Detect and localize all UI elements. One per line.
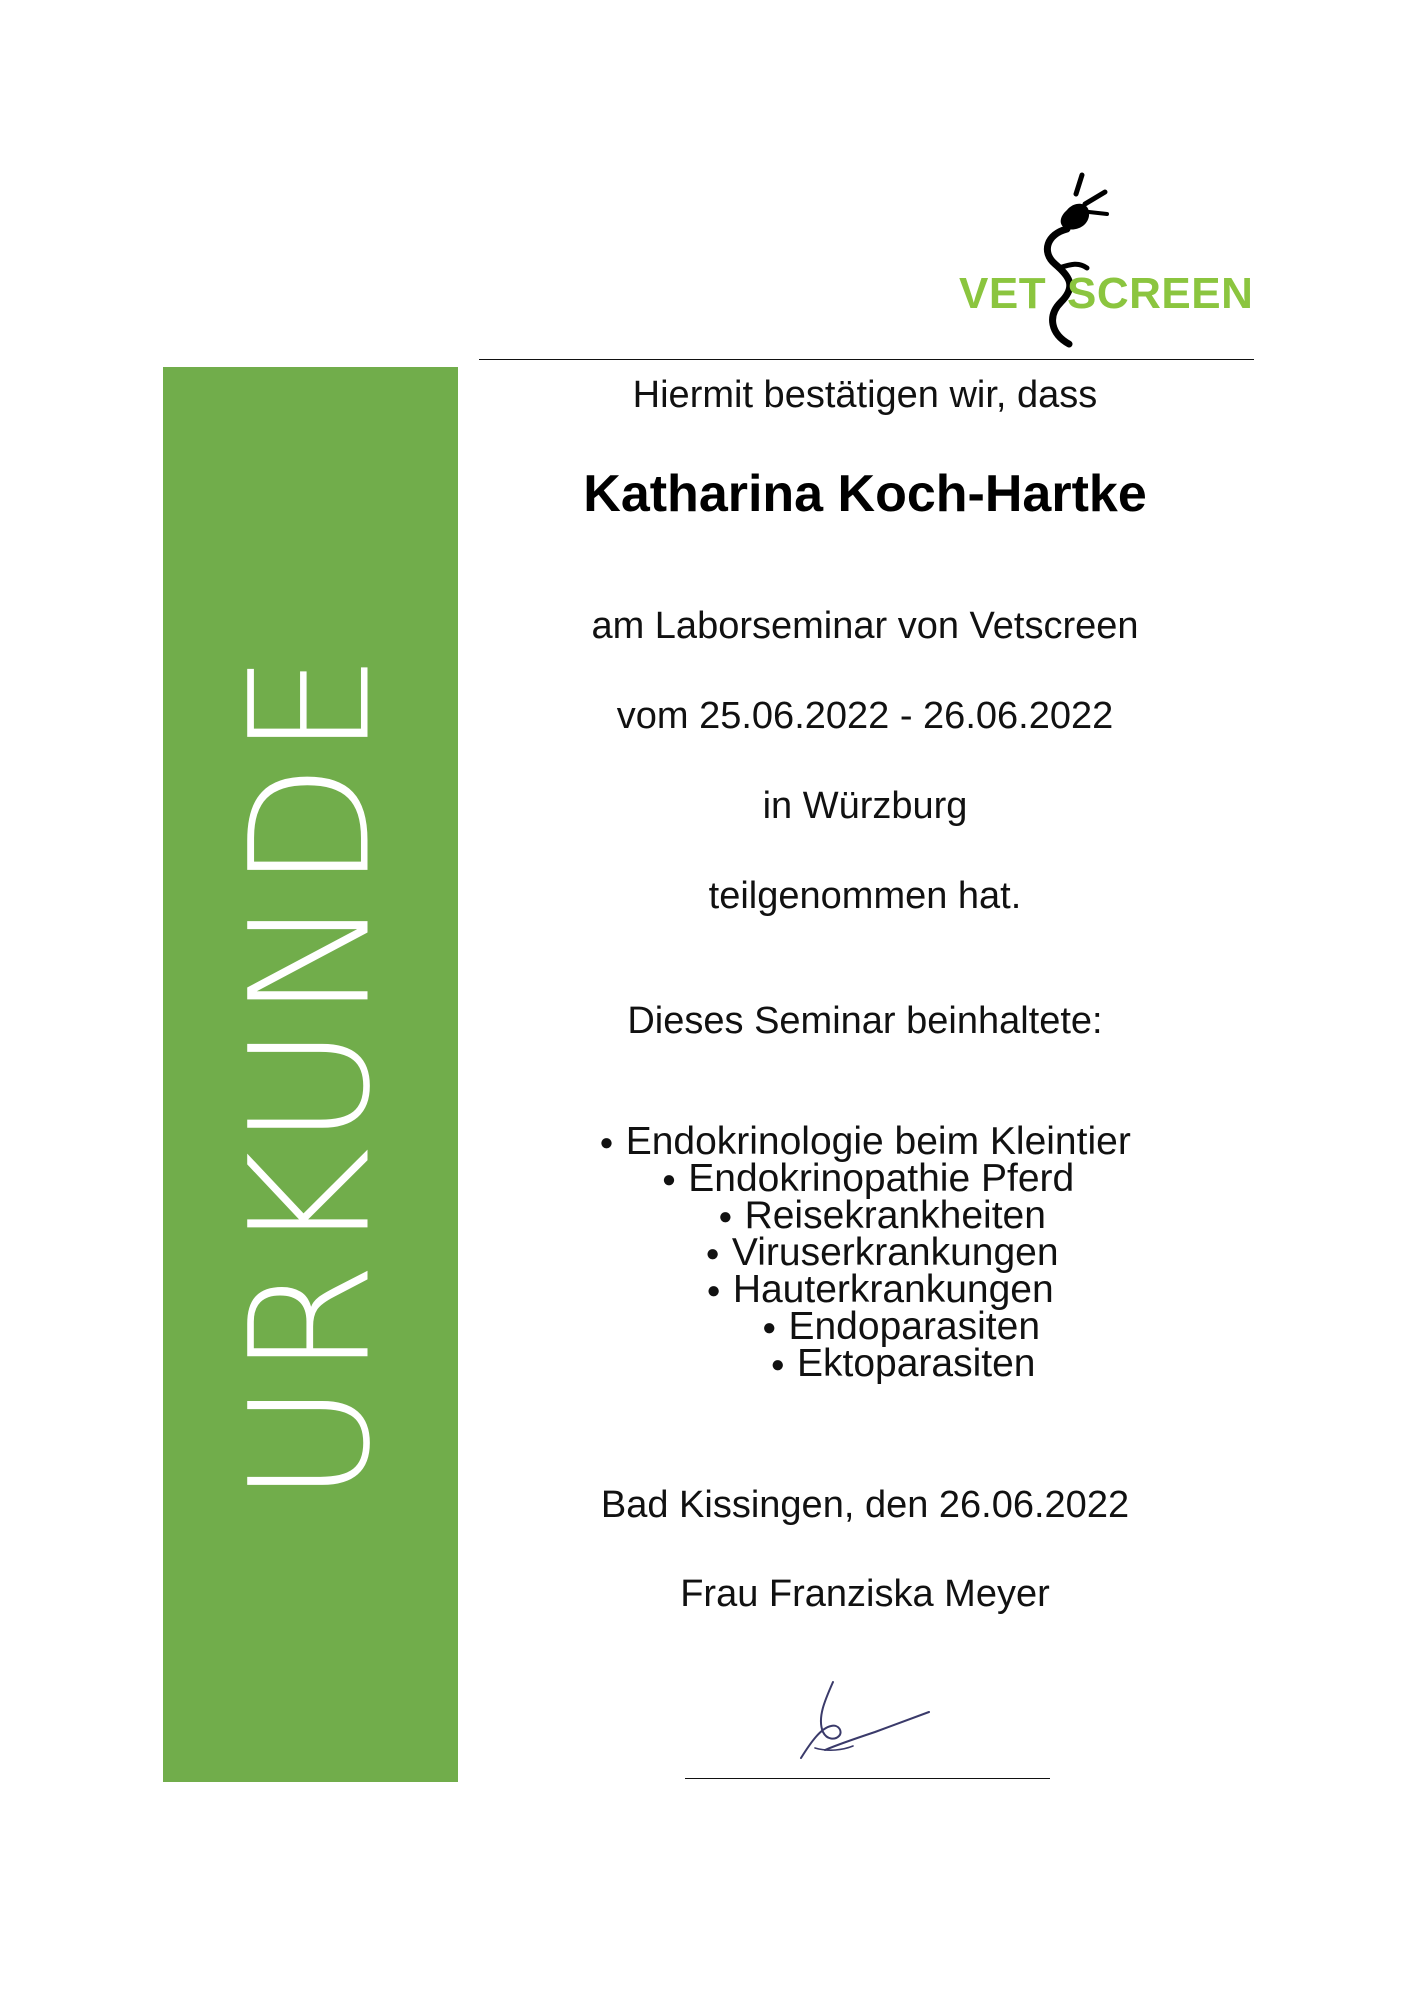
certificate-title: URKUNDE [214, 646, 406, 1503]
vetscreen-figure-icon [955, 172, 1255, 357]
bullet-icon: ● [599, 1129, 614, 1156]
logo-text-screen: SCREEN [1067, 269, 1254, 318]
logo-text-vet: VET [959, 269, 1047, 318]
topic-label: Endokrinologie beim Kleintier [625, 1120, 1131, 1163]
topic-label: Endokrinopathie Pferd [688, 1157, 1075, 1200]
list-item [470, 1342, 1260, 1385]
place-date-text: Bad Kissingen, den 26.06.2022 [600, 1484, 1130, 1526]
topics-heading: Dieses Seminar beinhaltete: [627, 1000, 1103, 1042]
topic-label: Viruserkrankungen [731, 1231, 1059, 1274]
list-item [470, 1231, 1260, 1274]
topic-label: Reisekrankheiten [744, 1194, 1046, 1237]
location-text: in Würzburg [762, 785, 968, 827]
closing-text: teilgenommen hat. [708, 875, 1022, 917]
list-item [470, 1305, 1260, 1348]
bullet-icon: ● [770, 1351, 785, 1378]
bullet-icon: ● [761, 1314, 777, 1341]
bullet-icon: ● [718, 1203, 733, 1230]
topic-label: Ektoparasiten [797, 1342, 1036, 1385]
signature-icon [795, 1680, 935, 1762]
bullet-icon: ● [705, 1240, 720, 1267]
list-item [470, 1120, 1260, 1163]
topic-label: Endoparasiten [788, 1305, 1041, 1348]
bullet-icon: ● [661, 1166, 677, 1193]
signature-line [685, 1778, 1050, 1779]
topic-label: Hauterkrankungen [732, 1268, 1054, 1311]
vetscreen-logo [955, 172, 1255, 357]
bullet-icon: ● [706, 1277, 721, 1304]
title-band [163, 367, 458, 1782]
recipient-name: Katharina Koch-Hartke [583, 465, 1147, 523]
dates-text: vom 25.06.2022 - 26.06.2022 [616, 695, 1114, 737]
event-text: am Laborseminar von Vetscreen [591, 605, 1139, 647]
list-item [470, 1194, 1260, 1237]
signatory-name: Frau Franziska Meyer [680, 1573, 1050, 1615]
topics-list [470, 1120, 1260, 1385]
header-divider [479, 359, 1254, 360]
list-item [470, 1157, 1260, 1200]
list-item [470, 1268, 1260, 1311]
intro-text: Hiermit bestätigen wir, dass [632, 374, 1098, 416]
